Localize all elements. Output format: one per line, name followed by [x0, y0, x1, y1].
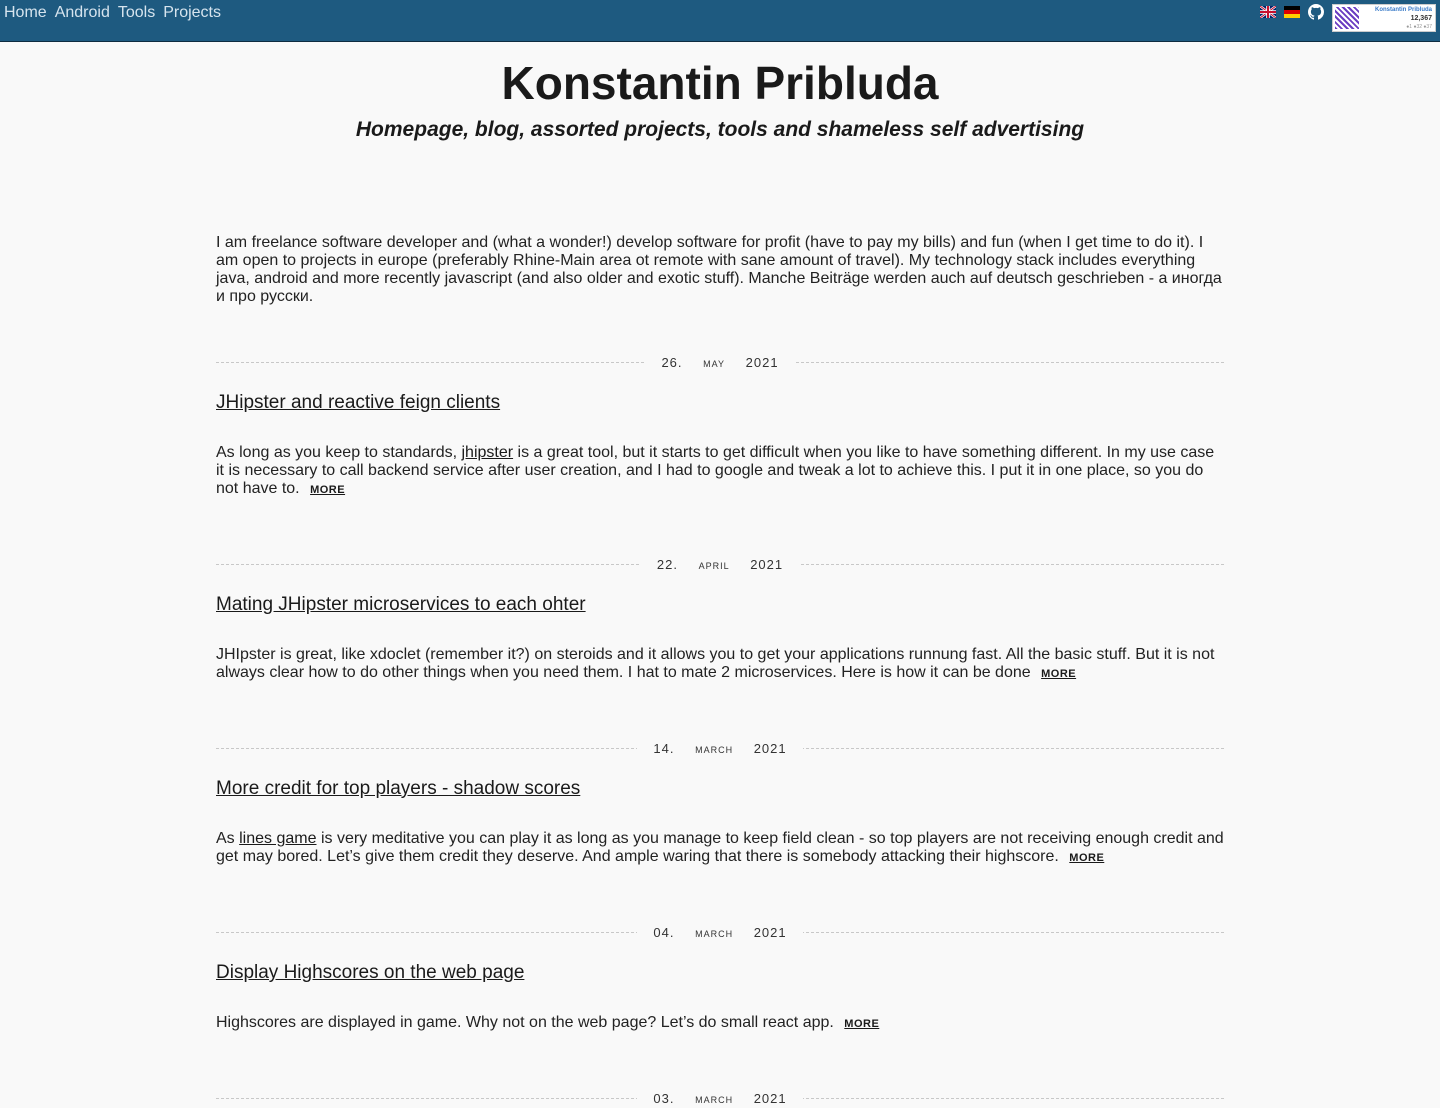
- post-date: 04. march 2021: [216, 924, 1224, 940]
- post-excerpt: JHIpster is great, like xdoclet (remember it?) on steroids and it allows you to get your applications runnung fast. All the basic stuff. But it is not always clear how to do other things when you need them. I hat to mate 2 microservices. Here is how it can be done MORE: [216, 646, 1215, 681]
- post-date: 03. march 2021: [216, 1090, 1224, 1106]
- more-link[interactable]: MORE: [1041, 668, 1077, 680]
- nav-android[interactable]: Android: [54, 4, 110, 21]
- post-title-link[interactable]: JHipster and reactive feign clients: [216, 392, 501, 413]
- post-item: [216, 354, 1224, 499]
- more-link[interactable]: MORE: [310, 484, 346, 496]
- post-date: 26. may 2021: [216, 354, 1224, 370]
- avatar: [1335, 7, 1359, 29]
- post-date: 22. april 2021: [216, 556, 1224, 572]
- nav-tools[interactable]: Tools: [117, 4, 156, 21]
- post-item: [216, 556, 1224, 683]
- post-item: [216, 740, 1224, 867]
- post-item: [216, 1090, 1224, 1106]
- header-actions: [1260, 3, 1436, 32]
- main-content: [216, 234, 1224, 1106]
- more-link[interactable]: MORE: [844, 1018, 880, 1030]
- post-title-link[interactable]: Mating JHipster microservices to each ohter: [216, 594, 586, 615]
- site-title: Konstantin Pribluda: [501, 57, 939, 109]
- github-icon[interactable]: [1308, 4, 1324, 20]
- post-item: [216, 924, 1224, 1033]
- top-navigation-bar: [0, 0, 1440, 42]
- nav-projects[interactable]: Projects: [163, 4, 221, 21]
- post-title-link[interactable]: Display Highscores on the web page: [216, 962, 525, 983]
- post-excerpt: As lines game is very meditative you can play it as long as you manage to keep field clean - so top players are not receiving enough credit and get may bored. Let’s give them credit they deserve. And ample waring that there is somebody attacking their highscore. MORE: [216, 830, 1224, 865]
- post-date: 14. march 2021: [216, 740, 1224, 756]
- post-excerpt: Highscores are displayed in game. Why not on the web page? Let’s do small react app. MORE: [216, 1014, 880, 1031]
- badge-meta: ●1 ●32 ●37: [1406, 24, 1432, 30]
- site-subtitle: Homepage, blog, assorted projects, tools and shameless self advertising: [355, 118, 1085, 141]
- english-flag-icon[interactable]: [1260, 6, 1276, 18]
- badge-name: Konstantin Pribluda: [1375, 7, 1432, 13]
- nav-home[interactable]: Home: [4, 4, 47, 21]
- more-link[interactable]: MORE: [1069, 852, 1105, 864]
- post-excerpt: As long as you keep to standards, jhipster is a great tool, but it starts to get difficult when you like to have something different. In my use case it is necessary to call backend service after user creation, and I had to google and tweak a lot to achieve this. I put it in one place, so you do not have to. MORE: [216, 444, 1215, 497]
- post-title-link[interactable]: More credit for top players - shadow scores: [216, 778, 581, 799]
- stackoverflow-profile-badge[interactable]: [1332, 4, 1436, 32]
- main-nav: [4, 4, 229, 22]
- intro-text: I am freelance software developer and (what a wonder!) develop software for profit (have to pay my bills) and fun (when I get time to do it). I am open to projects in europe (preferably Rhine-Main area ot remote with sane amount of travel). My technology stack includes everything java, android and more recently javascript (and also older and exotic stuff). Manche Beiträge werden auch auf deutsch geschrieben - а иногда и про русски.: [216, 234, 1222, 305]
- german-flag-icon[interactable]: [1284, 6, 1300, 18]
- lines-game-link[interactable]: lines game: [239, 830, 317, 847]
- jhipster-link[interactable]: jhipster: [461, 444, 514, 461]
- badge-score: 12,367: [1410, 15, 1432, 22]
